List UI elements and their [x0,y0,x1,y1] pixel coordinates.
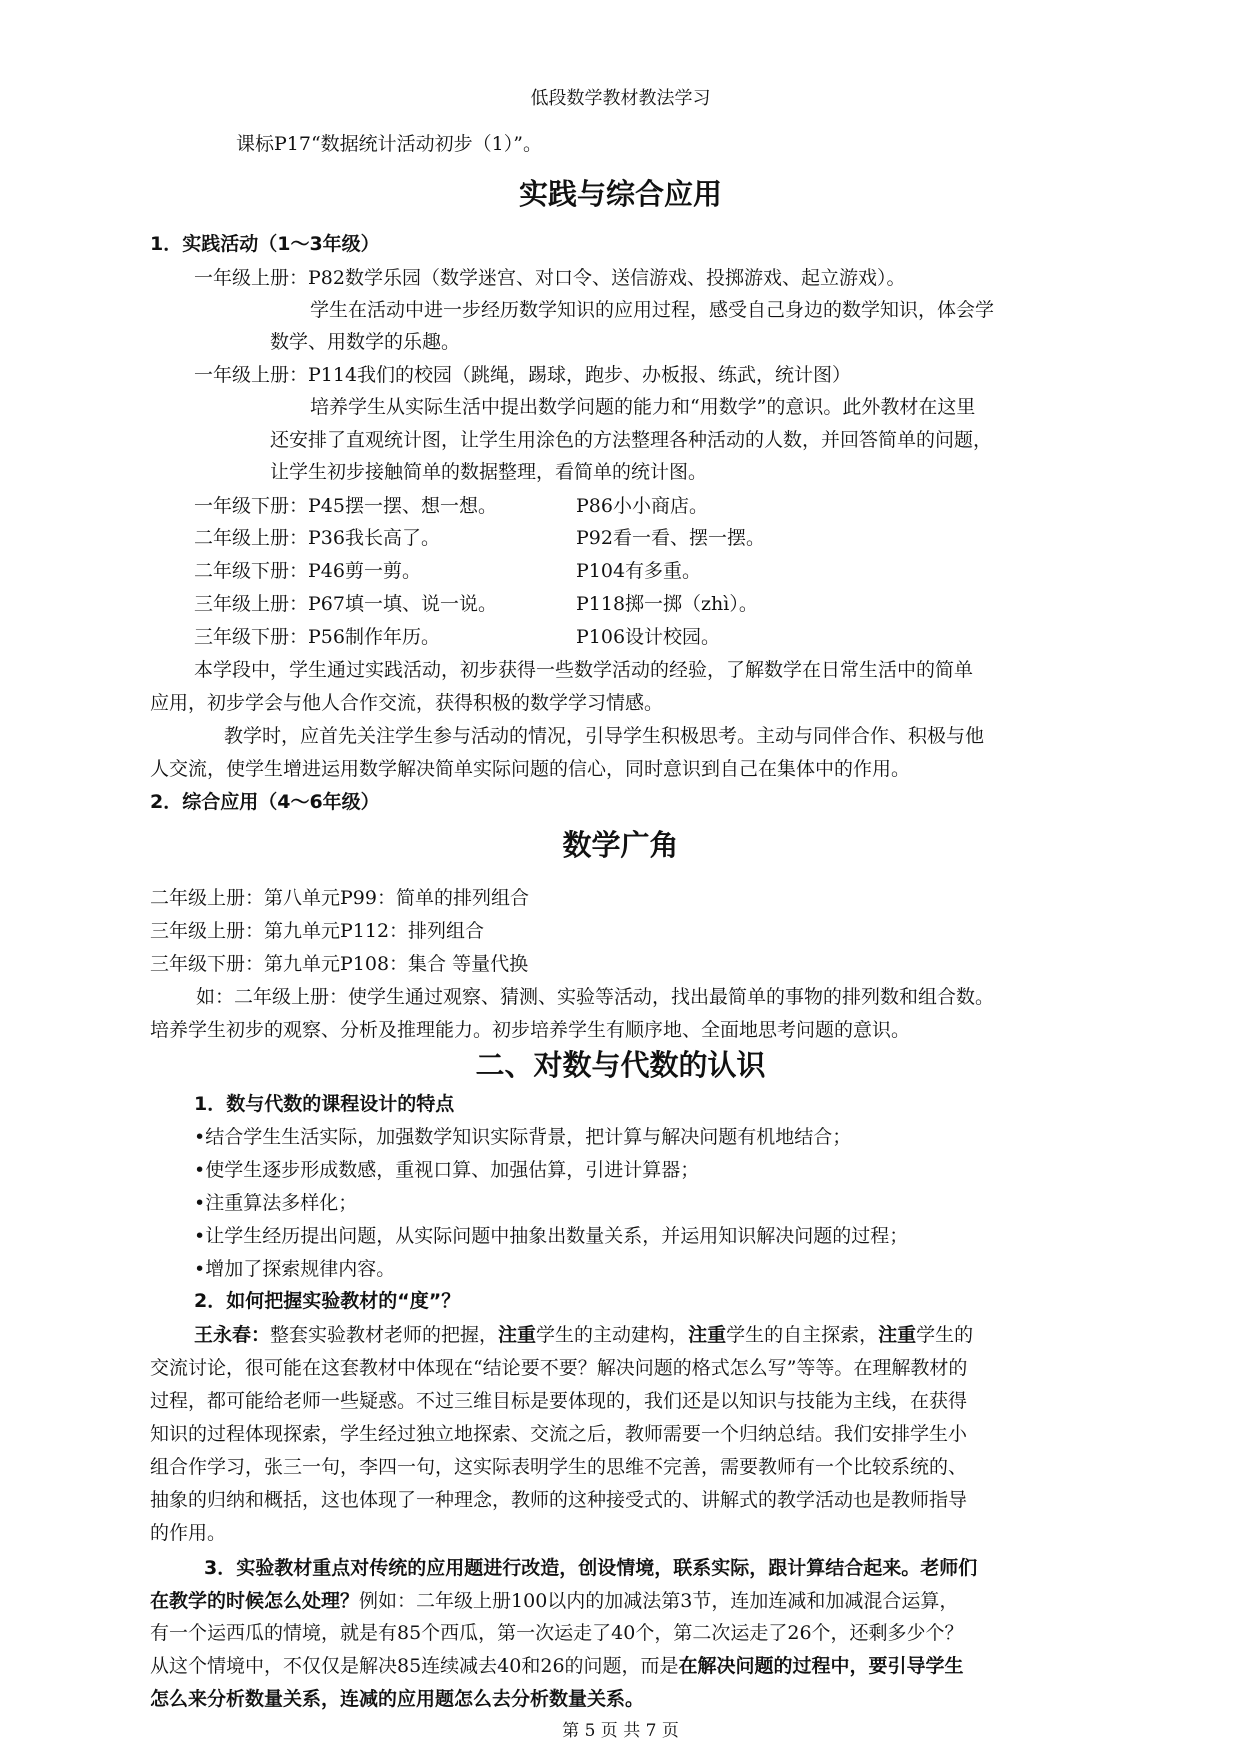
text-run: 例如：二年级上册100以内的加减法第3节，连加连减和加减混合运算， [359,1590,959,1612]
grade1a-title: 一年级上册：P82数学乐园（数学迷宫、对口令、送信游戏、投掷游戏、起立游戏）。 [194,267,906,289]
grade1b-desc-line: 让学生初步接触简单的数据整理，看简单的统计图。 [270,461,708,483]
grade1b-desc-line: 还安排了直观统计图，让学生用涂色的方法整理各种活动的人数，并回答简单的问题， [270,429,993,451]
bold-paragraph-line: 怎么来分析数量关系，连减的应用题怎么去分析数量关系。 [150,1688,645,1710]
page-header: 低段数学教材教法学习 [530,88,711,109]
subsection-grasp-degree: 2．如何把握实验教材的“度”？ [194,1290,461,1312]
section-title-number-algebra: 二、对数与代数的认识 [475,1048,766,1082]
activity-row-right: P86小小商店。 [576,495,708,517]
emphasis: 注重 [498,1324,537,1346]
paragraph-line: 的作用。 [150,1522,227,1544]
page-footer: 第 5 页 共 7 页 [562,1721,679,1741]
subsection-practice-activity: 1．实践活动（1～3年级） [150,233,380,255]
text-run: 学生的 [916,1324,974,1346]
bullet-item: •使学生逐步形成数感，重视口算、加强估算，引进计算器； [194,1159,700,1181]
paragraph-line: 本学段中，学生通过实践活动，初步获得一些数学活动的经验，了解数学在日常生活中的简单 [194,659,974,681]
text-run: 从这个情境中，不仅仅是解决85连续减去40和26的问题，而是 [150,1655,679,1677]
activity-row-right: P118掷一掷（zhì）。 [576,593,758,615]
grade1b-title: 一年级上册：P114我们的校园（跳绳，踢球，跑步、办板报、练武，统计图） [194,364,852,386]
speaker-name: 王永春： [194,1324,271,1346]
paragraph-line-mixed [150,1588,958,1614]
grade1b-desc-line: 培养学生从实际生活中提出数学问题的能力和“用数学”的意识。此外教材在这里 [310,396,976,418]
paragraph-line: 教学时，应首先关注学生参与活动的情况，引导学生积极思考。主动与同伴合作、积极与他 [224,725,985,747]
emphasis: 在解决问题的过程中，要引导学生 [678,1655,964,1677]
unit-line: 三年级上册：第九单元P112：排列组合 [150,920,485,942]
paragraph-line: 知识的过程体现探索，学生经过独立地探索、交流之后，教师需要一个归纳总结。我们安排学生小 [150,1423,968,1445]
bullet-item: •增加了探索规律内容。 [194,1258,396,1280]
paragraph-line: 有一个运西瓜的情境，就是有85个西瓜，第一次运走了40个，第二次运走了26个，还剩多少个？ [150,1622,964,1644]
unit-line: 三年级下册：第九单元P108：集合 等量代换 [150,953,529,975]
activity-row-right: P92看一看、摆一摆。 [576,527,765,549]
unit-line: 二年级上册：第八单元P99：简单的排列组合 [150,887,529,909]
paragraph-line: 交流讨论，很可能在这套教材中体现在“结论要不要？解决问题的格式怎么写”等等。在理解教材的 [150,1357,968,1379]
activity-row-right: P104有多重。 [576,560,702,582]
activity-row-left: 三年级上册：P67填一填、说一说。 [194,593,497,615]
paragraph-line: 抽象的归纳和概括，这也体现了一种理念，教师的这种接受式的、讲解式的教学活动也是教师指导 [150,1489,968,1511]
paragraph-line: 过程，都可能给老师一些疑惑。不过三维目标是要体现的，我们还是以知识与技能为主线，在获得 [150,1390,968,1412]
bullet-item: •让学生经历提出问题，从实际问题中抽象出数量关系，并运用知识解决问题的过程； [194,1225,909,1247]
paragraph-line: 培养学生初步的观察、分析及推理能力。初步培养学生有顺序地、全面地思考问题的意识。 [150,1019,911,1041]
activity-row-left: 三年级下册：P56制作年历。 [194,626,440,648]
paragraph-line: 人交流，使学生增进运用数学解决简单实际问题的信心，同时意识到自己在集体中的作用。 [150,758,911,780]
section-title-math-corner: 数学广角 [562,828,679,862]
section-title-practice: 实践与综合应用 [518,177,722,211]
activity-row-left: 二年级下册：P46剪一剪。 [194,560,421,582]
grade1a-desc-line: 学生在活动中进一步经历数学知识的应用过程，感受自己身边的数学知识，体会学 [310,299,995,321]
paragraph-line: 应用，初步学会与他人合作交流，获得积极的数学学习情感。 [150,692,664,714]
paragraph-line: 组合作学习，张三一句，李四一句，这实际表明学生的思维不完善，需要教师有一个比较系统的、 [150,1456,968,1478]
text-run: 学生的主动建构， [536,1324,689,1346]
bold-paragraph-line: 3．实验教材重点对传统的应用题进行改造，创设情境，联系实际，跟计算结合起来。老师们 [204,1557,978,1579]
text-run: 整套实验教材老师的把握， [270,1324,499,1346]
activity-row-left: 二年级上册：P36我长高了。 [194,527,440,549]
text-run: 学生的自主探索， [726,1324,879,1346]
grade1a-desc-line: 数学、用数学的乐趣。 [270,331,461,353]
activity-row-left: 一年级下册：P45摆一摆、想一想。 [194,495,497,517]
bullet-item: •注重算法多样化； [194,1192,358,1214]
subsection-comprehensive: 2．综合应用（4～6年级） [150,791,380,813]
intro-line: 课标P17“数据统计活动初步（1）”。 [236,133,542,155]
emphasis: 注重 [688,1324,727,1346]
paragraph-line-mixed [194,1322,973,1348]
emphasis: 在教学的时候怎么处理？ [150,1590,360,1612]
bullet-item: •结合学生生活实际，加强数学知识实际背景，把计算与解决问题有机地结合； [194,1126,852,1148]
subsection-design-features: 1．数与代数的课程设计的特点 [194,1093,455,1115]
emphasis: 注重 [878,1324,917,1346]
activity-row-right: P106设计校园。 [576,626,721,648]
paragraph-line-mixed [150,1653,964,1679]
paragraph-line: 如：二年级上册：使学生通过观察、猜测、实验等活动，找出最简单的事物的排列数和组合数。 [196,986,995,1008]
